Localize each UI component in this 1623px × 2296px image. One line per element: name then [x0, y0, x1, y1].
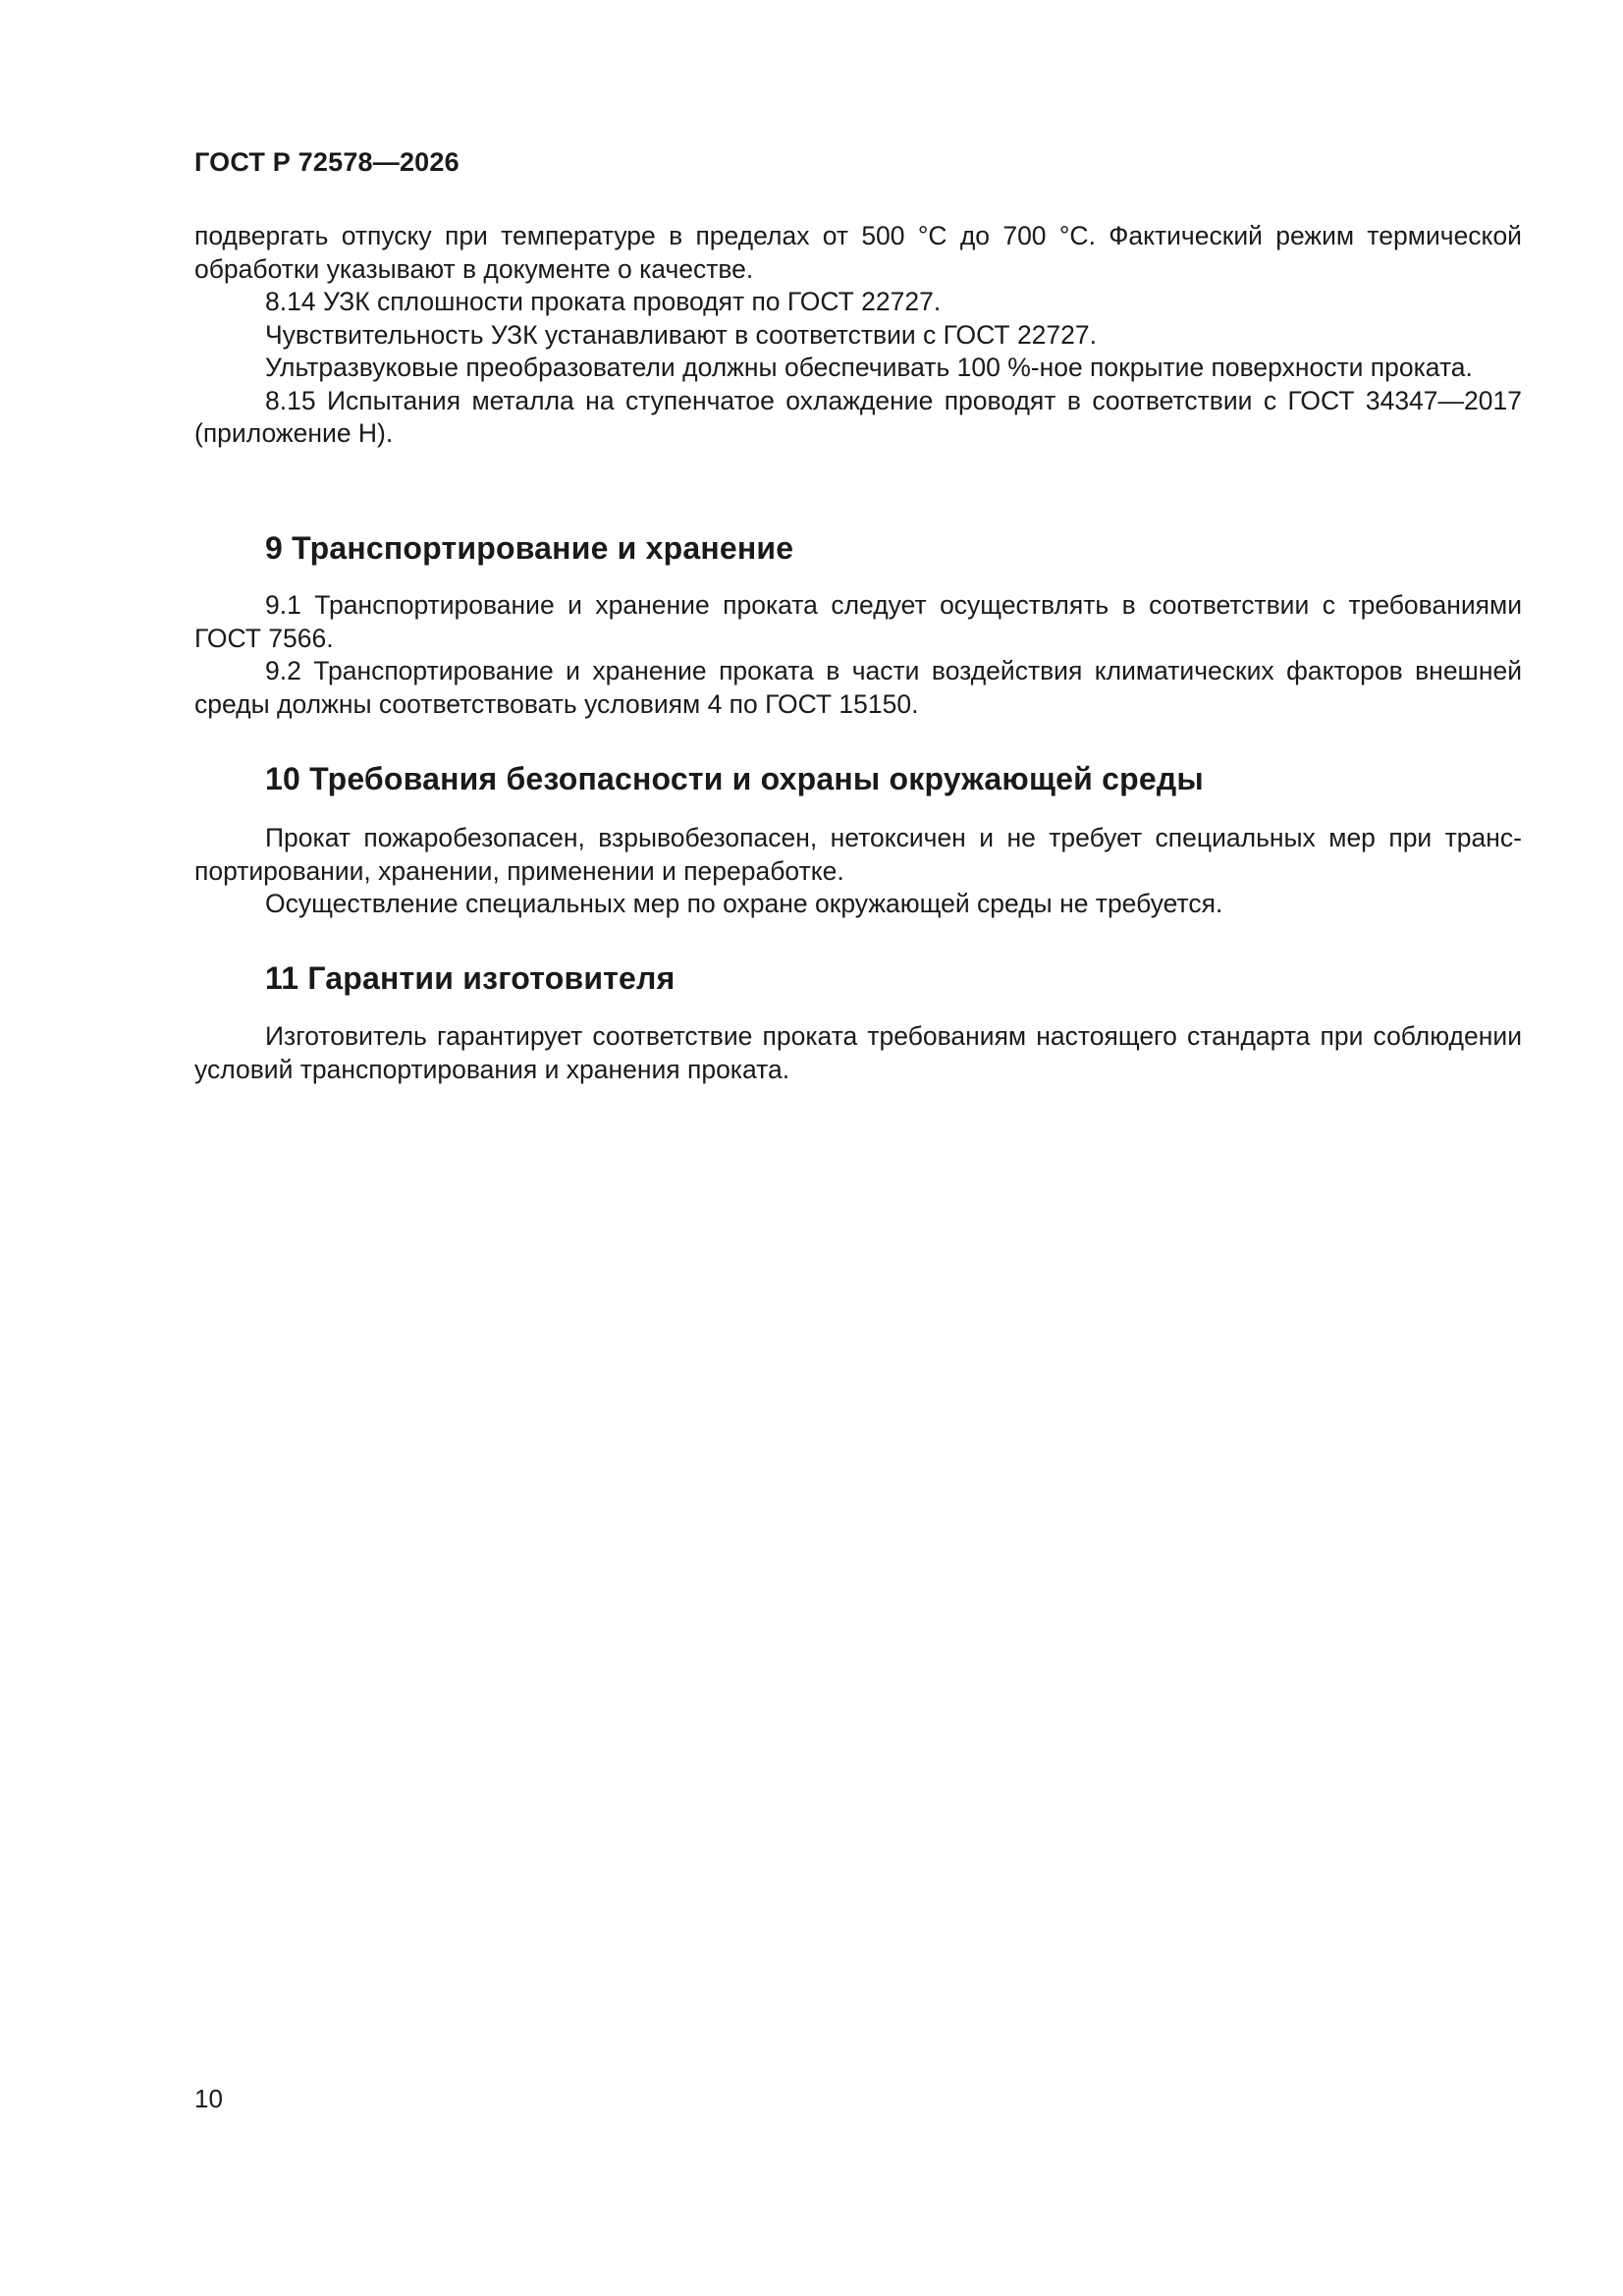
section-8-tail [194, 220, 1522, 451]
paragraph-manufacturer-guarantee: Изготовитель гарантирует соответствие проката требованиям настоящего стандарта при соблюдении условий транспортирования и хранения проката. [194, 1021, 1522, 1084]
paragraph-fire-safety: Прокат пожаробезопасен, взрывобезопасен, нетоксичен и не требует специальных мер при транспортировании, хранении, применении и переработке. [194, 823, 1522, 886]
section-9-heading: 9 Транспортирование и хранение [265, 530, 794, 566]
page-number: 10 [194, 2084, 223, 2113]
paragraph-9-2: 9.2 Транспортирование и хранение проката в части воздействия климатических факторов внешней среды должны соответствовать условиям 4 по ГОСТ 15150. [194, 656, 1522, 719]
paragraph-ultrasonic-transducers: Ультразвуковые преобразователи должны обеспечивать 100 %-ное покрытие поверхности проката. [265, 353, 1473, 382]
paragraph-9-1: 9.1 Транспортирование и хранение проката следует осуществлять в соответствии с требованиями ГОСТ 7566. [194, 590, 1522, 653]
section-11-heading: 11 Гарантии изготовителя [265, 960, 676, 996]
paragraph-uzk-sensitivity: Чувствительность УЗК устанавливают в соответствии с ГОСТ 22727. [265, 319, 1097, 350]
section-10-body [194, 822, 1522, 921]
document-page [194, 0, 1522, 2296]
section-10-heading: 10 Требования безопасности и охраны окружающей среды [265, 761, 1204, 796]
paragraph-8-15: 8.15 Испытания металла на ступенчатое охлаждение проводят в соответствии с ГОСТ 34347—2017 (приложение Н). [194, 385, 1522, 448]
section-9-body [194, 589, 1522, 721]
paragraph-8-14: 8.14 УЗК сплошности проката проводят по ГОСТ 22727. [265, 287, 942, 316]
paragraph-continuation: подвергать отпуску при температуре в пределах от 500 °С до 700 °С. Фактический режим термической обработки указывают в документе о качестве. [194, 221, 1522, 284]
section-11-body [194, 1020, 1522, 1086]
paragraph-environment: Осуществление специальных мер по охране окружающей среды не требуется. [265, 889, 1223, 918]
document-code-header: ГОСТ Р 72578—2026 [194, 147, 460, 177]
